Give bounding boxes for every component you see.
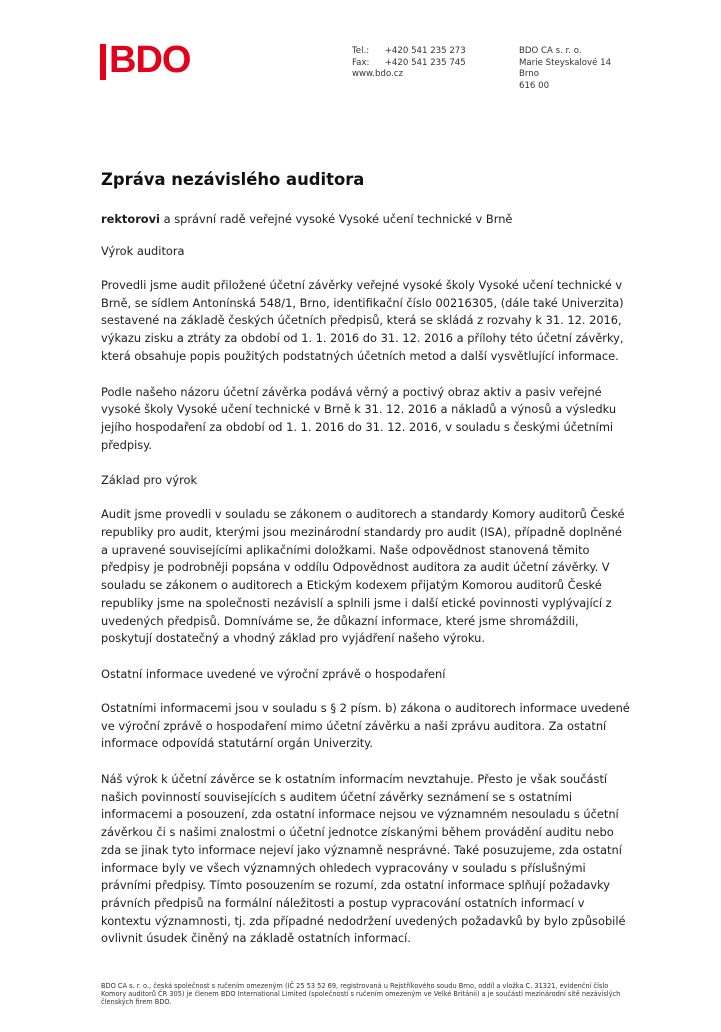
phone-label: Tel.: [352,46,370,56]
paragraph-opinion-1: Provedli jsme audit přiložené účetní závěrky veřejné vysoké školy Vysoké učení technické v Brně, se sídlem Antonínská 548/1, Brno, identifikační číslo 00216305, (dále také Univerzita) sestavené na základě českých účetních předpisů, která se skládá z rozvahy k 31. 12. 2016, výkazu zisku a ztráty za období od 1. 1. 2016 do 31. 12. 2016 a přílohy této účetní závěrky, která obsahuje popis použitých podstatných účetních metod a další vysvětlující informace. [101,278,624,363]
fax-number: +420 541 235 745 [384,57,466,68]
paragraph-other-info-1: Ostatními informacemi jsou v souladu s § 2 písm. b) zákona o auditorech informace uvedené ve výroční zprávě o hospodaření mimo účetní závěrku a naši zprávu auditora. Za ostatní informace odpovídá statutární orgán Univerzity. [101,700,630,751]
section-heading-opinion: Výrok auditora [101,244,185,258]
report-title: Zpráva nezávislého auditora [101,170,365,189]
paragraph-opinion-2: Podle našeho názoru účetní závěrka podává věrný a poctivý obraz aktiv a pasiv veřejné vysoké školy Vysoké učení technické v Brně k 31. 12. 2016 a nákladů a výnosů a výsledku jejího hospodaření za období od 1. 1. 2016 do 31. 12. 2016, v souladu s českými účetními předpisy. [101,384,617,452]
paragraph-basis: Audit jsme provedli v souladu se zákonem o auditorech a standardy Komory auditorů České republiky pro audit, kterými jsou mezinárodní standardy pro audit (ISA), případně doplněné a upravené souvisejícími aplikačními doložkami. Naše odpovědnost stanovená těmito předpisy je podrobněji popsána v oddílu Odpovědnost auditora za audit účetní závěrky. V souladu se zákonem o auditorech a Etickým kodexem přijatým Komorou auditorů České republiky jsme na společnosti nezávislí a splnili jsme i další etické povinnosti vyplývající z uvedených předpisů. Domníváme se, že důkazní informace, které jsme shromáždili, poskytují dostatečný a vhodný základ pro vyjádření našeho výroku. [101,507,625,646]
section-heading-basis: Základ pro výrok [101,473,198,488]
phone-line [352,46,466,58]
city: Brno [519,69,539,79]
paragraph-other-info-2: Náš výrok k účetní závěrce se k ostatním informacím nevztahuje. Přesto je však součástí našich povinností souvisejících s auditem účetní závěrky seznámení se s ostatními informacemi a posouzení, zda ostatní informace nejsou ve významném nesouladu s účetní závěrkou či s našimi znalostmi o účetní jednotce získanými během provádění auditu nebo zda se jinak tyto informace nejeví jako významně nesprávné. Také posuzujeme, zda ostatní informace byly ve všech významných ohledech vypracovány v souladu s příslušnými právními předpisy. Tímto posouzením se rozumí, zda ostatní informace splňují požadavky právních předpisů na formální náležitosti a postup vypracování ostatních informací v kontextu významnosti, tj. zda případné nedodržení uvedených požadavků by bylo způsobilé ovlivnit úsudek činěný na základě ostatních informací. [101,772,626,946]
bdo-logo [100,39,198,86]
logo-text: BDO [109,39,191,81]
address-block [519,46,611,92]
section-heading-other-info: Ostatní informace uvedené ve výroční zprávě o hospodaření [101,666,446,681]
addressee-bold: rektorovi [101,212,160,226]
phone-number: +420 541 235 273 [384,46,466,56]
logo-bar [100,44,106,80]
website-link[interactable]: www.bdo.cz [352,69,404,79]
zip-code: 616 00 [519,80,550,91]
fax-label: Fax: [352,57,370,68]
fax-line [352,58,466,70]
company-name: BDO CA s. r. o. [519,46,582,56]
report-body [101,170,631,948]
street: Marie Steyskalové 14 [519,57,612,68]
addressee [101,211,631,227]
addressee-rest: a správní radě veřejné vysoké Vysoké učení technické v Brně [159,212,513,226]
footer-legal-text: BDO CA s. r. o., česká společnost s ručením omezeným (IČ 25 53 52 69, registrovaná u Rejstříkového soudu Brno, oddíl a vložka C. 31321, evidenční číslo Komory auditorů ČR 305) je členem BDO International Limited (společnosti s ručením omezeným ve Velké Británii) a je součástí mezinárodní sítě nezávislých členských firem BDO. [101,982,621,1007]
contact-block [352,46,466,81]
